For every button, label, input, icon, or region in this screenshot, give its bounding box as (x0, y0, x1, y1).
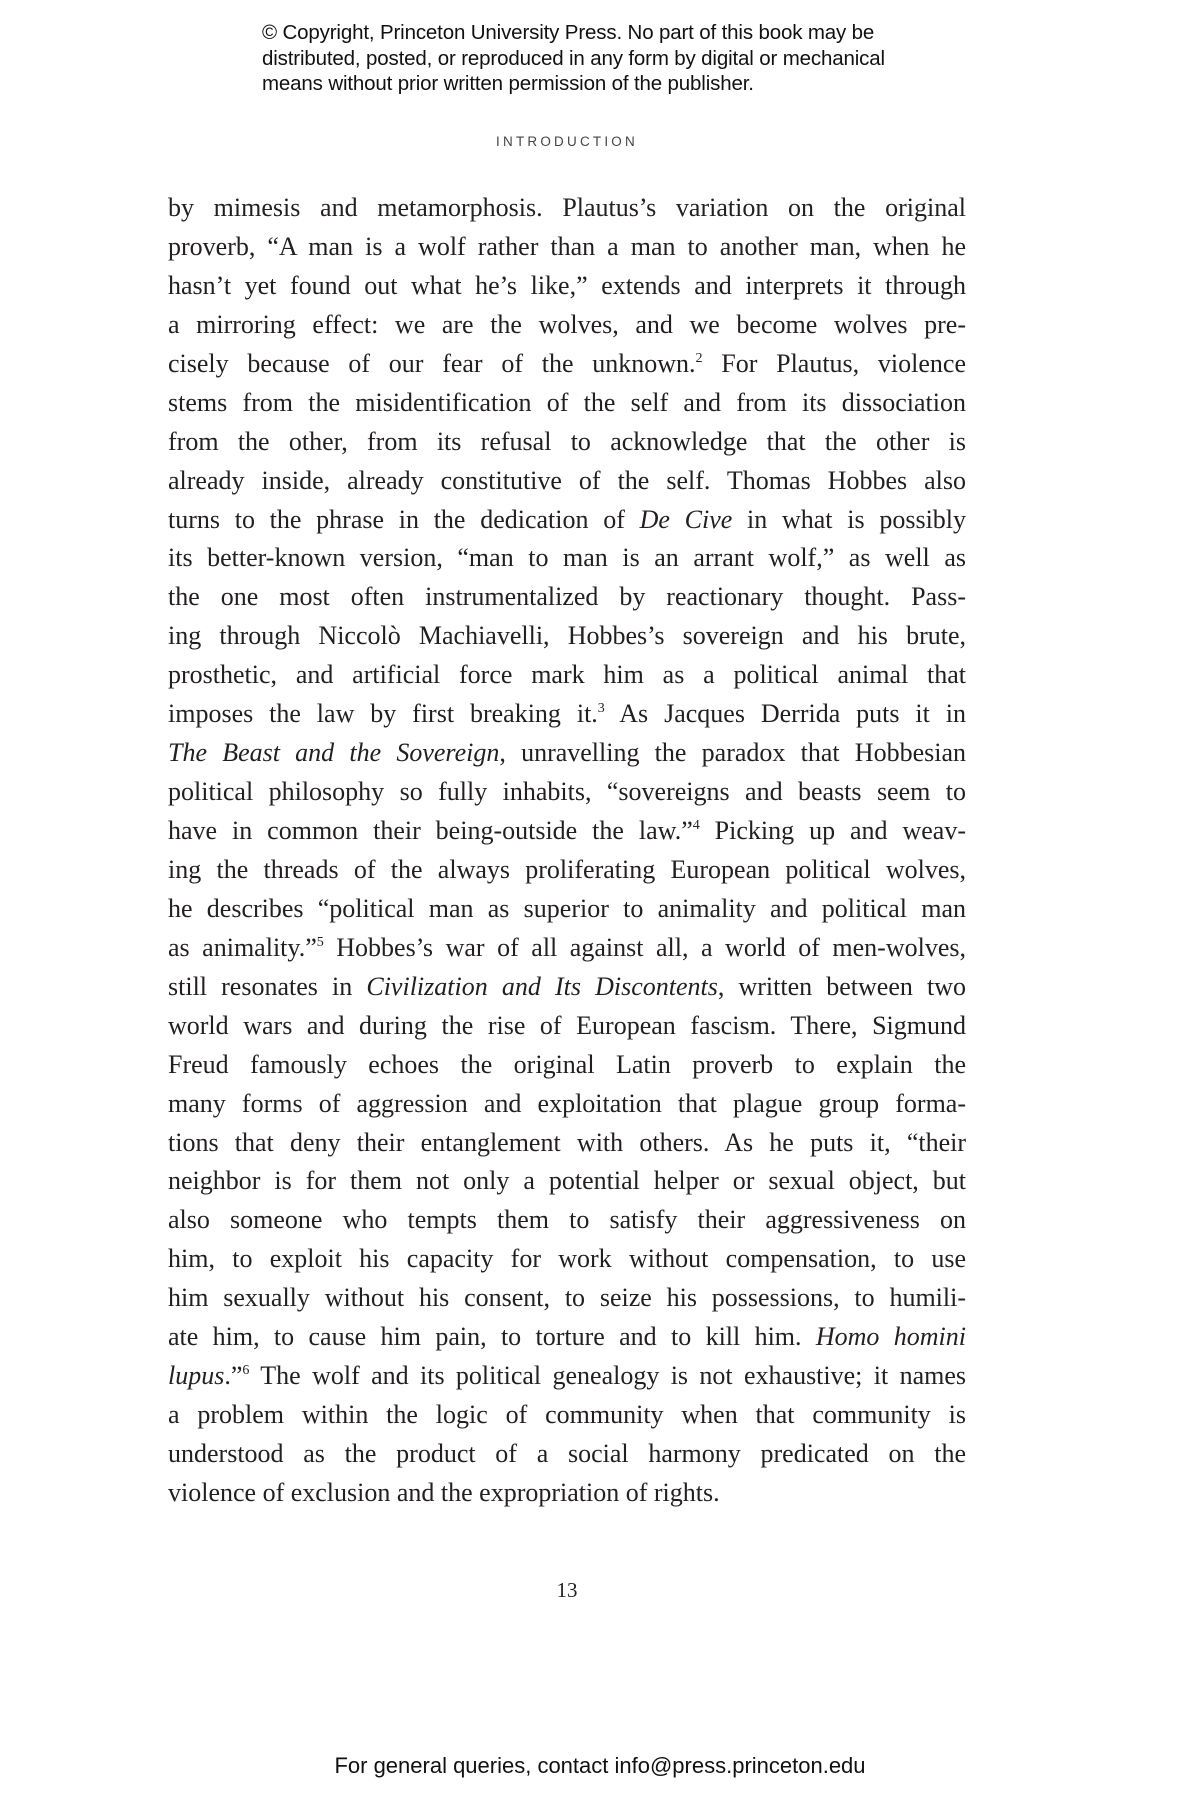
text-run: world wars and during the rise of European fascism. There, Sigmund (168, 1010, 966, 1040)
italic-title: The Beast and the Sovereign (168, 738, 500, 768)
text-line (168, 1201, 966, 1240)
text-line (168, 228, 966, 267)
text-run: turns to the phrase in the dedication of (168, 504, 640, 534)
text-line (168, 384, 966, 423)
text-line (168, 929, 966, 968)
text-run: .” (224, 1361, 243, 1391)
text-line (168, 968, 966, 1007)
text-run: as animality.” (168, 932, 317, 962)
running-head: INTRODUCTION (496, 134, 638, 149)
body-paragraph (168, 189, 966, 1513)
copyright-line: means without prior written permission of the publisher. (262, 72, 754, 95)
text-line (168, 1124, 966, 1163)
text-line (168, 501, 966, 540)
text-run: a mirroring effect: we are the wolves, and we become wolves pre- (168, 309, 966, 339)
text-line (168, 656, 966, 695)
text-run: Freud famously echoes the original Latin proverb to explain the (168, 1049, 966, 1079)
text-line (168, 462, 966, 501)
text-run: him, to exploit his capacity for work without compensation, to use (168, 1244, 966, 1274)
italic-title: Homo homini (815, 1322, 966, 1352)
text-run: by mimesis and metamorphosis. Plautus’s variation on the original (168, 193, 966, 222)
text-run: neighbor is for them not only a potential helper or sexual object, but (168, 1166, 966, 1196)
text-run: stems from the misidentification of the self and from its dissociation (168, 387, 966, 417)
footnote-marker[interactable]: 2 (695, 350, 703, 366)
text-run: a problem within the logic of community when that community is (168, 1400, 966, 1430)
text-line (168, 578, 966, 617)
text-run: ing the threads of the always proliferating European political wolves, (168, 854, 966, 884)
text-line (168, 1046, 966, 1085)
text-run: ing through Niccolò Machiavelli, Hobbes’s sovereign and his brute, (168, 621, 966, 651)
text-run: him sexually without his consent, to seize his possessions, to humili- (168, 1283, 966, 1313)
text-run: , unravelling the paradox that Hobbesian (499, 738, 966, 768)
footnote-marker[interactable]: 4 (692, 818, 700, 833)
copyright-notice (262, 20, 982, 97)
text-run: Picking up and weav- (699, 816, 966, 845)
text-line (168, 423, 966, 462)
text-line (168, 1474, 966, 1513)
text-run: already inside, already constitutive of the self. Thomas Hobbes also (168, 465, 966, 495)
text-line (168, 267, 966, 306)
text-run: proverb, “A man is a wolf rather than a man to another man, when he (168, 231, 966, 261)
copyright-line: © Copyright, Princeton University Press. No part of this book may be (262, 21, 875, 44)
text-run: ate him, to cause him pain, to torture and to kill him. (168, 1322, 816, 1352)
text-run: imposes the law by first breaking it. (168, 699, 598, 729)
text-line (168, 812, 966, 851)
text-run: For Plautus, violence (702, 348, 966, 378)
text-run: from the other, from its refusal to acknowledge that the other is (168, 426, 966, 456)
italic-title: Civilization and Its Discontents (366, 971, 718, 1001)
text-line (168, 695, 966, 734)
text-line (168, 1396, 966, 1435)
text-run: political philosophy so fully inhabits, “sovereigns and beasts seem to (168, 777, 966, 807)
text-line (168, 890, 966, 929)
text-run: many forms of aggression and exploitation that plague group forma- (168, 1088, 966, 1118)
text-run: cisely because of our fear of the unknown. (168, 348, 696, 378)
text-line (168, 1162, 966, 1201)
copyright-line: distributed, posted, or reproduced in any form by digital or mechanical (262, 46, 885, 70)
italic-title: lupus (168, 1361, 225, 1391)
footer-contact: For general queries, contact info@press.princeton.edu (334, 1753, 866, 1778)
text-line (168, 1318, 966, 1357)
text-line (168, 617, 966, 656)
page-number: 13 (556, 1578, 578, 1602)
text-run: its better-known version, “man to man is an arrant wolf,” as well as (168, 543, 966, 573)
text-run: tions that deny their entanglement with others. As he puts it, “their (168, 1127, 966, 1157)
text-run: understood as the product of a social harmony predicated on the (168, 1439, 966, 1468)
text-line (168, 189, 966, 228)
text-run: prosthetic, and artificial force mark him as a political animal that (168, 660, 966, 690)
text-run: he describes “political man as superior to animality and political man (168, 893, 966, 923)
text-line (168, 851, 966, 890)
text-run: As Jacques Derrida puts it in (604, 699, 966, 729)
text-run: still resonates in (168, 971, 367, 1001)
text-run: violence of exclusion and the expropriation of rights. (168, 1477, 720, 1507)
text-run: also someone who tempts them to satisfy their aggressiveness on (168, 1205, 966, 1235)
text-line (168, 1435, 966, 1474)
text-run: , written between two (717, 971, 967, 1001)
text-line (168, 734, 966, 773)
text-line (168, 345, 966, 384)
text-run: in what is possibly (732, 504, 967, 534)
text-line (168, 773, 966, 812)
italic-title: De Cive (639, 504, 733, 534)
text-run: the one most often instrumentalized by reactionary thought. Pass- (168, 582, 966, 612)
text-line (168, 1007, 966, 1046)
text-run: hasn’t yet found out what he’s like,” extends and interprets it through (168, 270, 966, 300)
footnote-marker[interactable]: 5 (316, 934, 324, 950)
text-run: have in common their being-outside the law.” (168, 816, 693, 845)
footnote-marker[interactable]: 6 (242, 1363, 250, 1379)
text-line (168, 306, 966, 345)
footnote-marker[interactable]: 3 (597, 701, 605, 717)
text-run: Hobbes’s war of all against all, a world of men-wolves, (323, 932, 966, 962)
text-line (168, 1085, 966, 1124)
text-run: The wolf and its political genealogy is not exhaustive; it names (249, 1361, 966, 1391)
text-line (168, 539, 966, 578)
text-line (168, 1279, 966, 1318)
text-line (168, 1357, 966, 1396)
text-line (168, 1240, 966, 1279)
